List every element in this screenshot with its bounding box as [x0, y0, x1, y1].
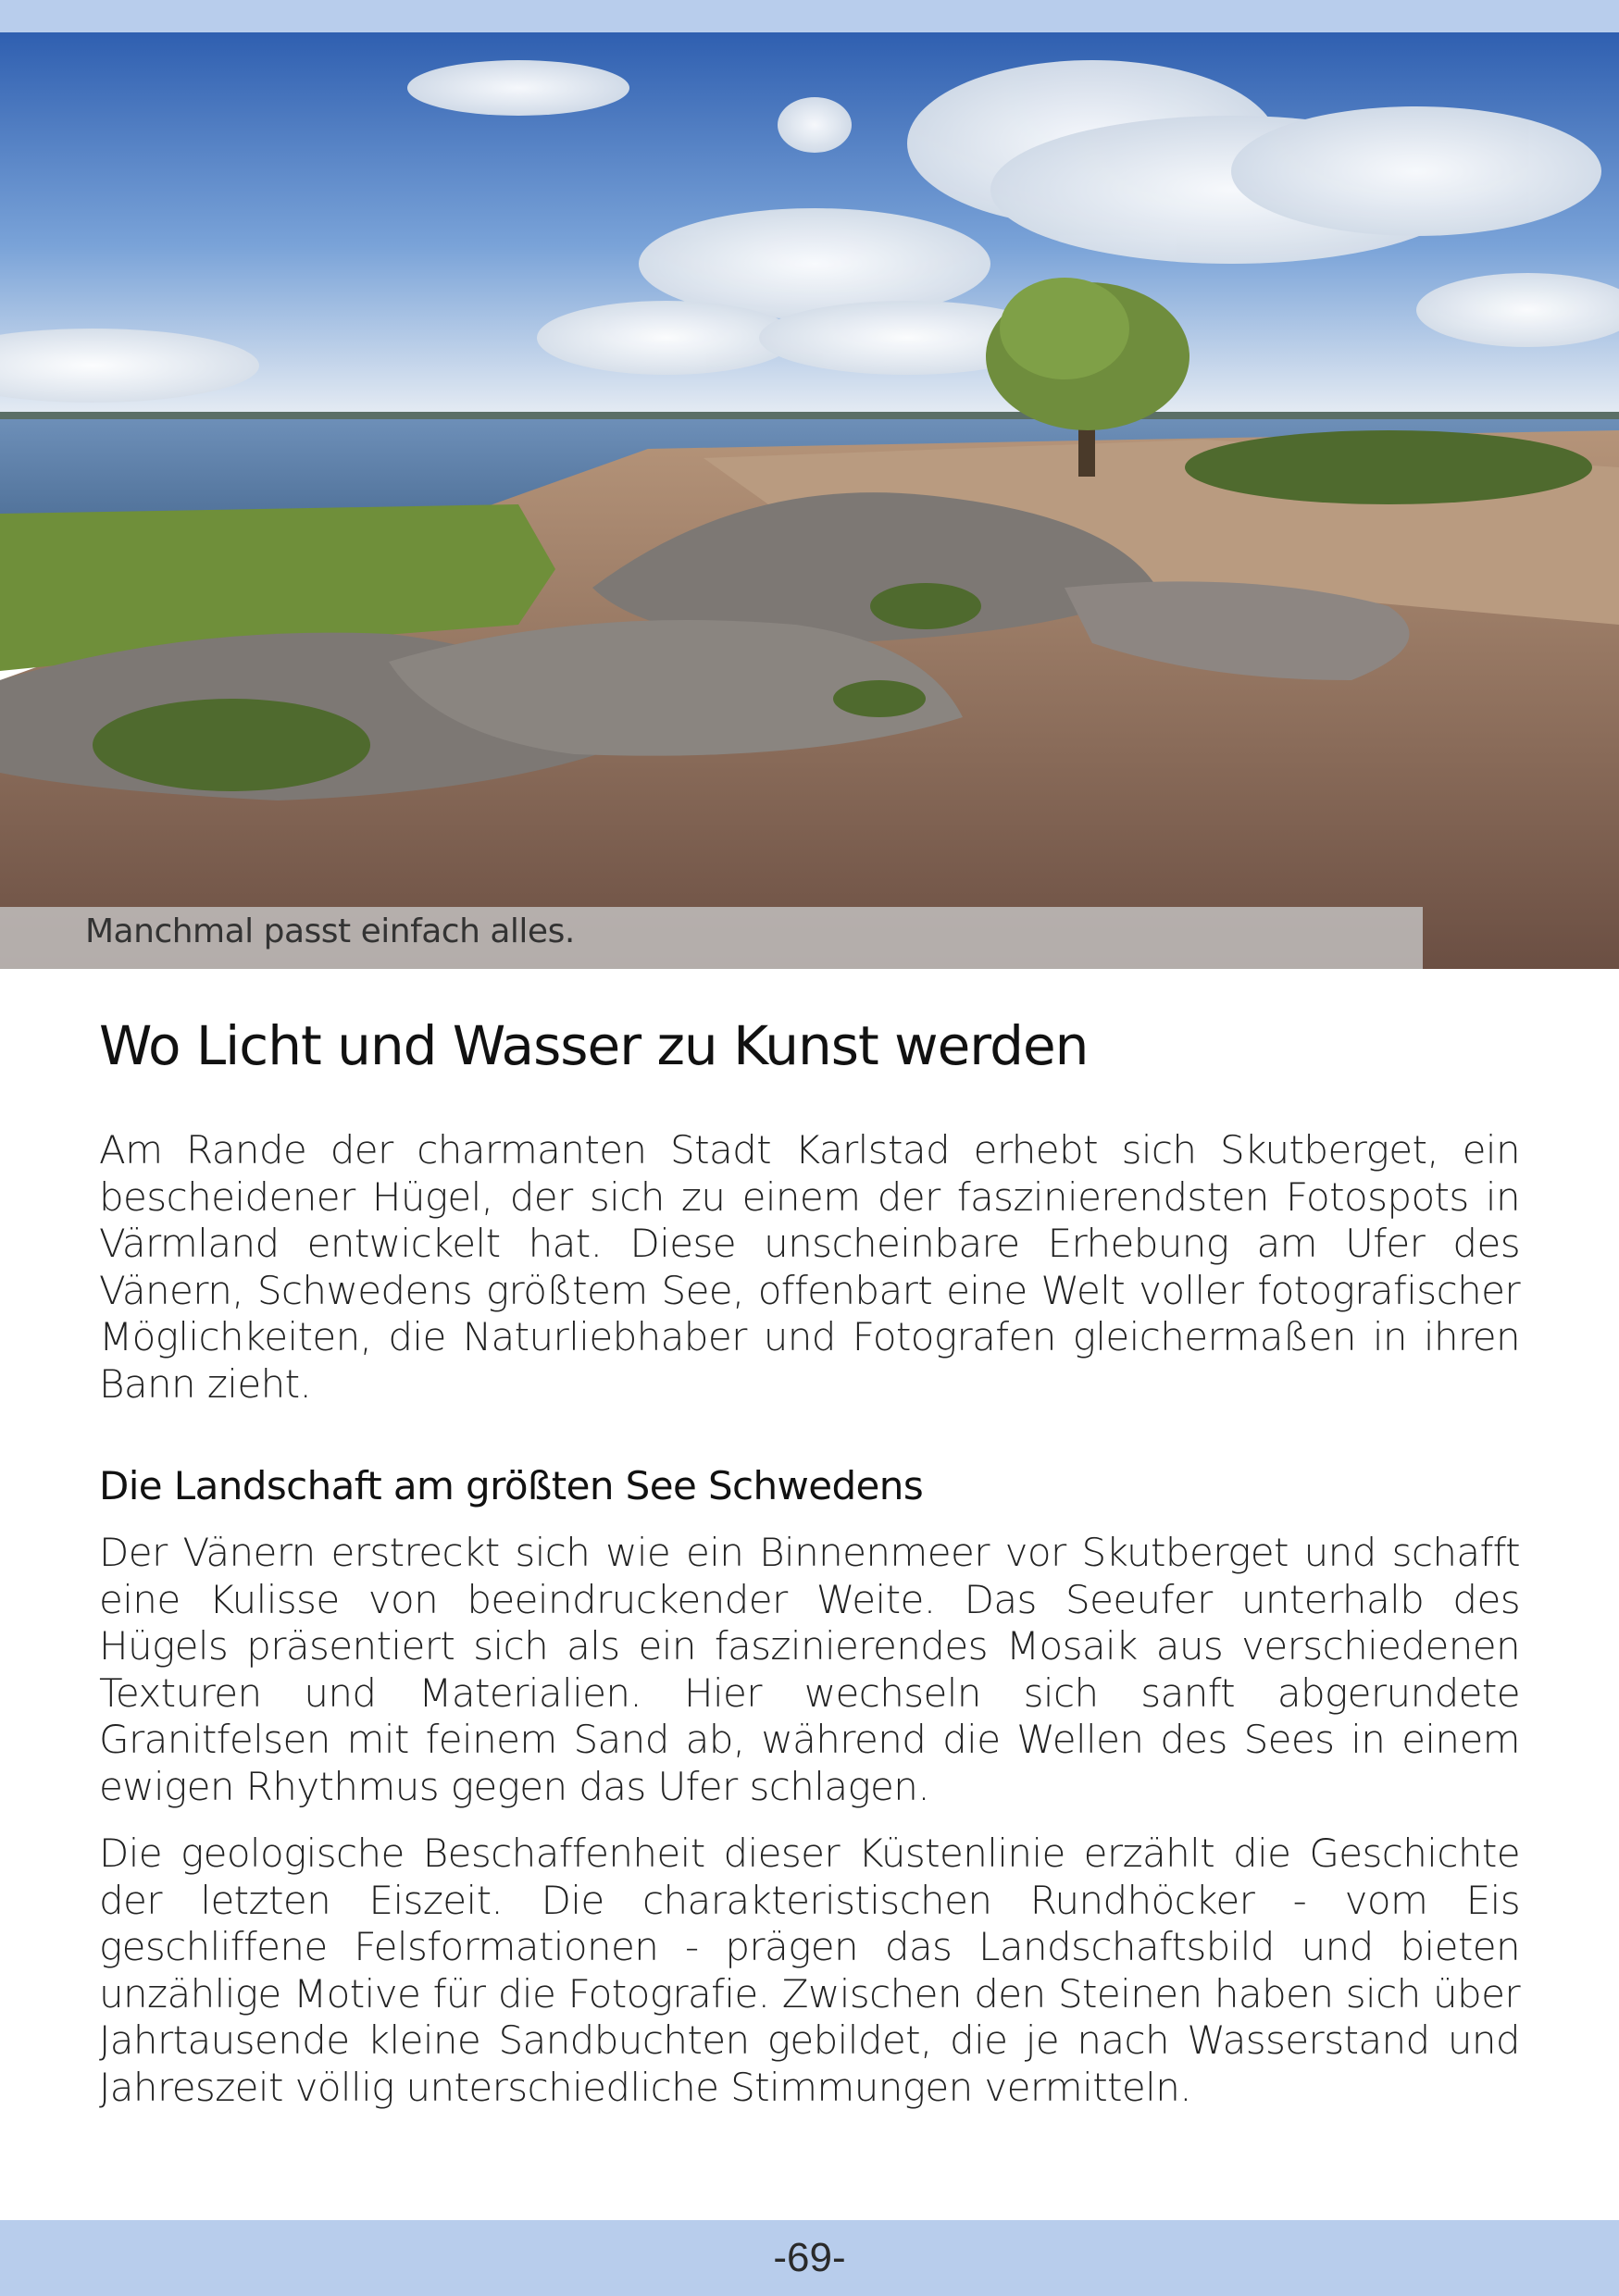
body-paragraph-1: Der Vänern erstreckt sich wie ein Binnenmeer vor Skutberget und schafft eine Kulisse von beeindruckender Weite. Das Seeufer unterhalb des Hügels präsentiert sich als ein faszinierendes Mosaik aus verschiedenen Texturen und Materialien. Hier wechseln sich sanft abgerundete Granitfelsen mit feinem Sand ab, während die Wellen des Sees in einem ewigen Rhythmus gegen das Ufer schlagen. [99, 1530, 1520, 1809]
landscape-photo [0, 32, 1619, 969]
article-content [99, 1009, 1520, 2111]
page-number: -69- [773, 2235, 846, 2280]
body-paragraph-2: Die geologische Beschaffenheit dieser Küstenlinie erzählt die Geschichte der letzten Eiszeit. Die charakteristischen Rundhöcker - vom Eis geschliffene Felsformationen - prägen das Landschaftsbild und bieten unzählige Motive für die Fotografie. Zwischen den Steinen haben sich über Jahrtausende kleine Sandbuchten gebildet, die je nach Wasserstand und Jahreszeit völlig unterschiedliche Stimmungen vermitteln. [99, 1831, 1520, 2110]
article-headline: Wo Licht und Wasser zu Kunst werden [99, 1014, 1089, 1077]
photo-caption: Manchmal passt einfach alles. [85, 912, 575, 950]
top-color-band [0, 0, 1619, 32]
footer-band [0, 2220, 1619, 2296]
intro-paragraph: Am Rande der charmanten Stadt Karlstad erhebt sich Skutberget, ein bescheidener Hügel, der sich zu einem der faszinierendsten Fotospots in Värmland entwickelt hat. Diese unscheinbare Erhebung am Ufer des Vänern, Schwedens größtem See, offenbart eine Welt voller fotografischer Möglichkeiten, die Naturliebhaber und Fotografen gleichermaßen in ihren Bann zieht. [99, 1127, 1520, 1407]
landscape-illustration [0, 32, 1619, 969]
section-subheading: Die Landschaft am größten See Schwedens [99, 1463, 924, 1508]
